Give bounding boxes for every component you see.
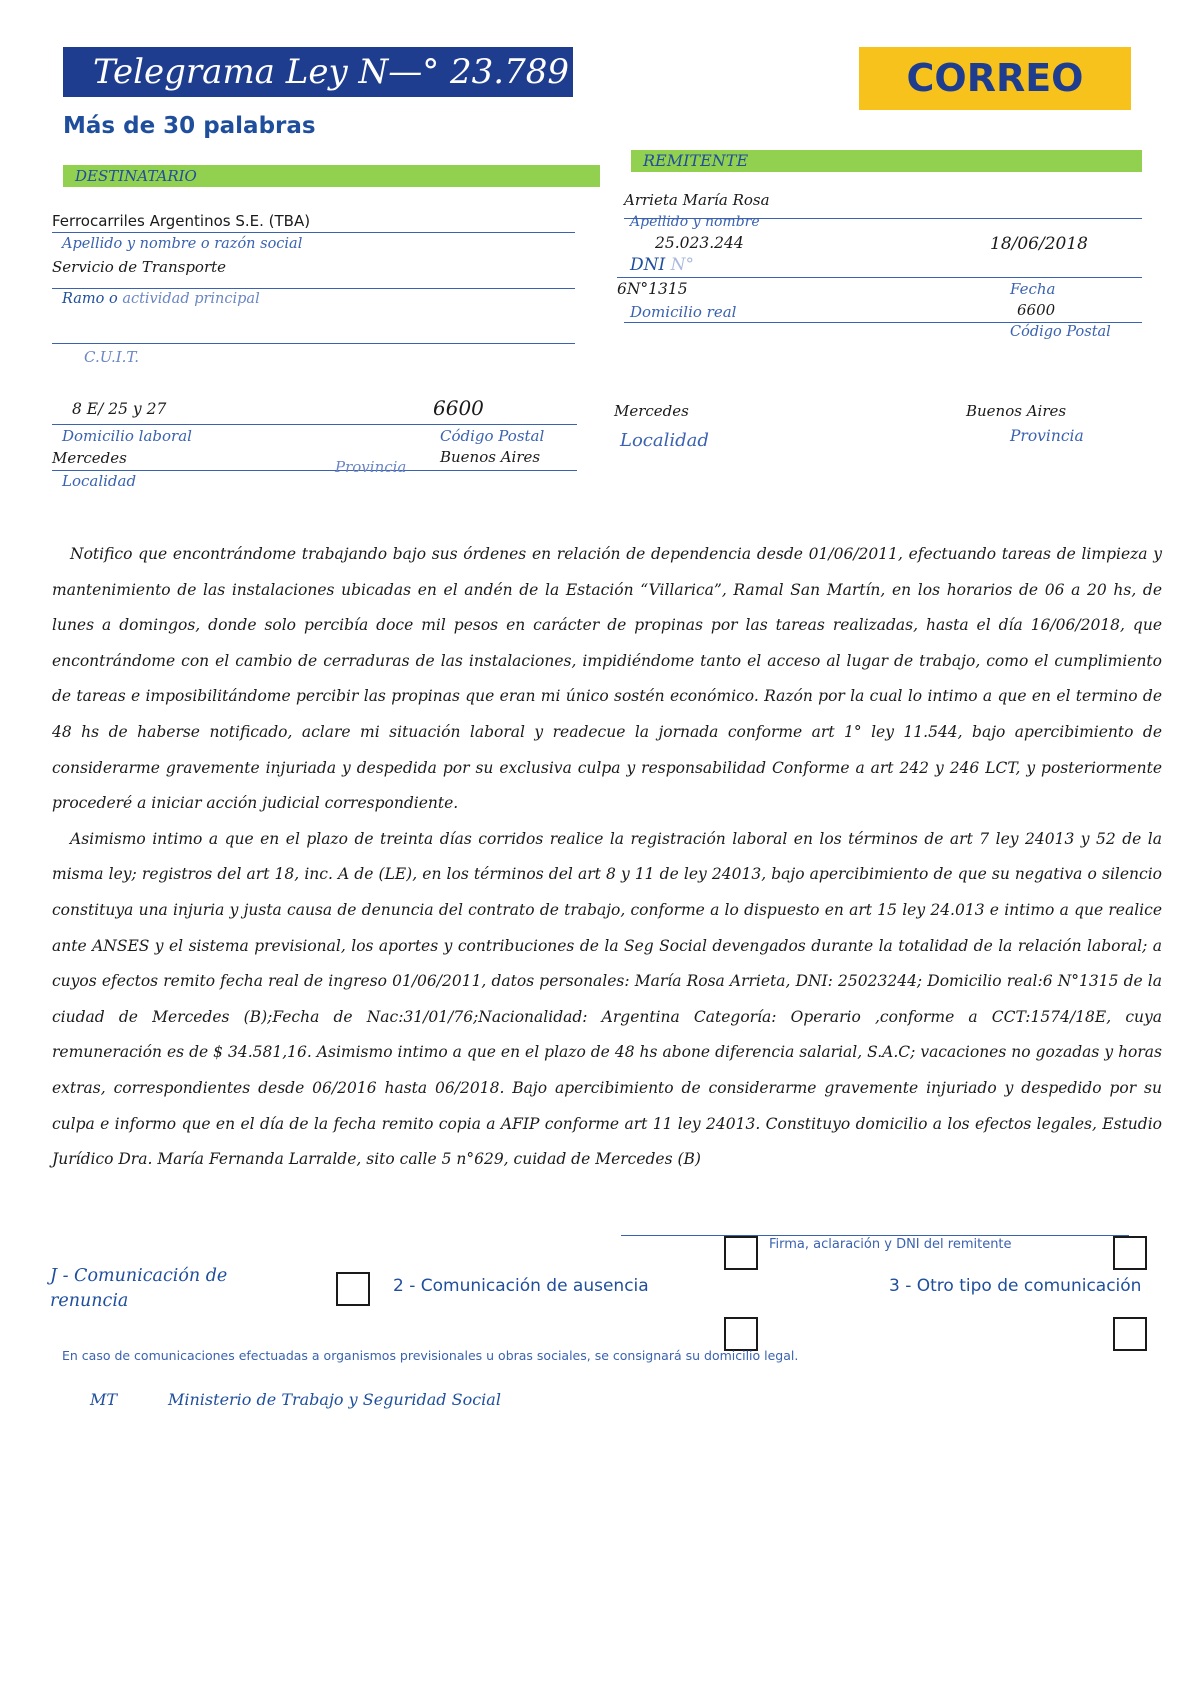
telegram-title: Telegrama Ley N—° 23.789 (63, 47, 573, 97)
destinatario-section-header: DESTINATARIO (63, 165, 600, 187)
checkbox-otro[interactable] (1113, 1317, 1147, 1351)
ramo-label-a: Ramo o (62, 291, 118, 307)
remitente-cp-value[interactable]: 6600 (1017, 301, 1056, 319)
domicilio-laboral-label: Domicilio laboral (62, 427, 192, 445)
checkbox-top-right[interactable] (1113, 1236, 1147, 1270)
destinatario-cp-value[interactable]: 6600 (433, 396, 484, 420)
destinatario-ramo-line (52, 288, 575, 289)
destinatario-name-value[interactable]: Ferrocarriles Argentinos S.E. (TBA) (52, 212, 311, 230)
checkbox-renuncia[interactable] (336, 1272, 370, 1306)
remitente-cp-label: Código Postal (1010, 324, 1111, 340)
word-count-subtitle: Más de 30 palabras (63, 113, 316, 139)
body-paragraph-1: Notifico que encontrándome trabajando bajo sus órdenes en relación de dependencia desde 01/06/2011, efectuando tareas de limpieza y mantenimiento de las instalaciones ubicadas en el andén de la Estación “Villarica”, Ramal San Martín, en los horarios de 06 a 20 hs, de lunes a domingos, donde solo percibía doce mil pesos en carácter de propinas por las tareas realizadas, hasta el día 16/06/2018, que encontrándome con el cambio de cerraduras de las instalaciones, impidiéndome tanto el acceso al lugar de trabajo, como el cumplimiento de tareas e imposibilitándome percibir las propinas que eran mi único sostén económico. Razón por la cual lo intimo a que en el termino de 48 hs de haberse notificado, aclare mi situación laboral y readecue la jornada conforme art 1° ley 11.544, bajo apercibimiento de considerarme gravemente injuriada y despedida por su exclusiva culpa y responsabilidad Conforme a art 242 y 246 LCT, y posteriormente procederé a iniciar acción judicial correspondiente. (52, 545, 1162, 813)
destinatario-localidad-value[interactable]: Mercedes (52, 449, 127, 467)
remitente-provincia-label: Provincia (1010, 427, 1084, 445)
remitente-dni-label (630, 255, 694, 275)
destinatario-provincia-label: Provincia (335, 458, 407, 476)
remitente-domicilio-value[interactable]: 6N°1315 (617, 280, 688, 298)
destinatario-provincia-value[interactable]: Buenos Aires (440, 448, 541, 466)
option-renuncia-label: J - Comunicación de renuncia (50, 1266, 228, 1311)
checkbox-top-center[interactable] (724, 1236, 758, 1270)
mt-label: MT (90, 1390, 118, 1409)
destinatario-cp-label: Código Postal (440, 427, 545, 445)
destinatario-localidad-label: Localidad (62, 472, 137, 490)
correo-logo: CORREO (859, 47, 1131, 110)
remitente-dni-value[interactable]: 25.023.244 (655, 234, 744, 252)
destinatario-name-line (52, 232, 575, 233)
checkbox-ausencia[interactable] (724, 1317, 758, 1351)
remitente-section-header: REMITENTE (631, 150, 1142, 172)
cuit-label: C.U.I.T. (84, 348, 140, 366)
ramo-label-b: actividad principal (122, 291, 260, 307)
remitente-localidad-label: Localidad (620, 430, 709, 451)
ministerio-label: Ministerio de Trabajo y Seguridad Social (168, 1390, 501, 1409)
remitente-fecha-value[interactable]: 18/06/2018 (990, 234, 1088, 254)
destinatario-domicilio-line (52, 424, 577, 425)
dni-label-text: DNI (630, 255, 666, 275)
remitente-domicilio-line (624, 322, 1142, 323)
option-ausencia-label: 2 - Comunicación de ausencia (393, 1276, 649, 1296)
dni-label-suffix: N° (670, 255, 695, 275)
signature-label: Firma, aclaración y DNI del remitente (769, 1237, 1012, 1252)
remitente-provincia-value[interactable]: Buenos Aires (966, 402, 1067, 420)
remitente-name-label: Apellido y nombre (630, 214, 760, 230)
remitente-fecha-label: Fecha (1010, 280, 1056, 298)
remitente-dni-line (617, 277, 1142, 278)
remitente-name-value[interactable]: Arrieta María Rosa (624, 191, 770, 209)
telegram-body (52, 537, 1162, 1178)
domicilio-real-label: Domicilio real (630, 303, 737, 321)
signature-line (621, 1235, 1129, 1236)
destinatario-localidad-line (52, 470, 577, 471)
body-paragraph-2: Asimismo intimo a que en el plazo de treinta días corridos realice la registración laboral en los términos de art 7 ley 24013 y 52 de la misma ley; registros del art 18, inc. A de (LE), en los términos del art 8 y 11 de ley 24013, bajo apercibimiento de que su negativa o silencio constituya una injuria y justa causa de denuncia del contrato de trabajo, conforme a lo dispuesto en art 15 ley 24.013 e intimo a que realice ante ANSES y el sistema previsional, los aportes y contribuciones de la Seg Social devengados durante la totalidad de la relación laboral; a cuyos efectos remito fecha real de ingreso 01/06/2011, datos personales: María Rosa Arrieta, DNI: 25023244; Domicilio real:6 N°1315 de la ciudad de Mercedes (B);Fecha de Nac:31/01/76;Nacionalidad: Argentina Categoría: Operario ,conforme a CCT:1574/18E, cuya remuneración es de $ 34.581,16. Asimismo intimo a que en el plazo de 48 hs abone diferencia salarial, S.A.C; vacaciones no gozadas y horas extras, correspondientes desde 06/2016 hasta 06/2018. Bajo apercibimiento de considerarme gravemente injuriado y despedido por su culpa e informo que en el día de la fecha remito copia a AFIP conforme art 11 ley 24013. Constituyo domicilio a los efectos legales, Estudio Jurídico Dra. María Fernanda Larralde, sito calle 5 n°629, cuidad de Mercedes (B) (52, 829, 1162, 1169)
destinatario-ramo-label (62, 291, 260, 307)
destinatario-domicilio-value[interactable]: 8 E/ 25 y 27 (72, 400, 167, 418)
destinatario-cuit-line (52, 343, 575, 344)
destinatario-ramo-value[interactable]: Servicio de Transporte (52, 258, 227, 276)
option-otro-label: 3 - Otro tipo de comunicación (889, 1276, 1142, 1296)
remitente-localidad-value[interactable]: Mercedes (614, 402, 689, 420)
destinatario-name-label: Apellido y nombre o razón social (62, 236, 303, 252)
footer-note: En caso de comunicaciones efectuadas a organismos previsionales u obras sociales, se consignará su domicilio legal. (62, 1348, 799, 1363)
